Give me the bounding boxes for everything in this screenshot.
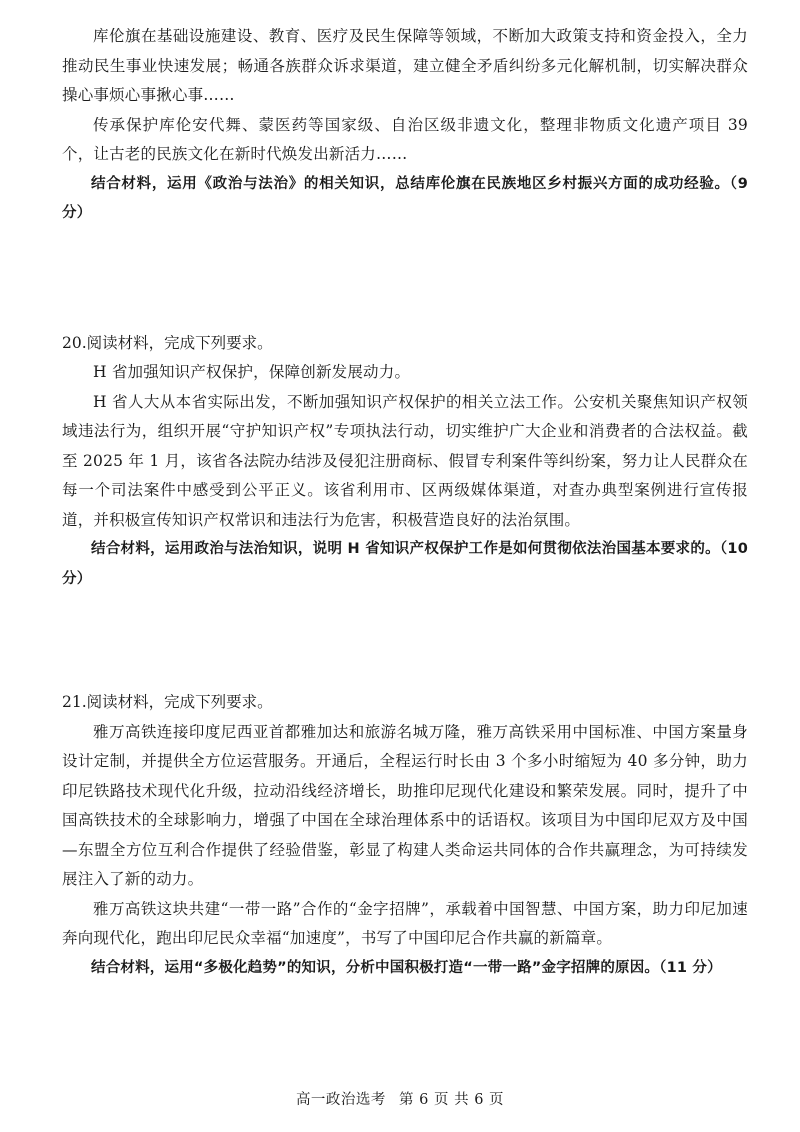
q21-paragraph-1: 雅万高铁连接印度尼西亚首都雅加达和旅游名城万隆，雅万高铁采用中国标准、中国方案量身设计定制，并提供全方位运营服务。开通后，全程运行时长由 3 个多小时缩短为 40 多分钟，助力印尼铁路技术现代化升级，拉动沿线经济增长，助推印尼现代化建设和繁荣发展。同时，提升了中国高铁技术的全球影响力，增强了中国在全球治理体系中的话语权。该项目为中国印尼双方及中国—东盟全方位互利合作提供了经验借鉴，彰显了构建人类命运共同体的合作共赢理念，为可持续发展注入了新的动力。 bbox=[62, 722, 748, 888]
q19-paragraph-2: 传承保护库伦安代舞、蒙医药等国家级、自治区级非遗文化，整理非物质文化遗产项目 39 个，让古老的民族文化在新时代焕发出新活力…… bbox=[62, 115, 748, 163]
q20-paragraph-2: H 省人大从本省实际出发，不断加强知识产权保护的相关立法工作。公安机关聚焦知识产权领域违法行为，组织开展“守护知识产权”专项执法行动，切实维护广大企业和消费者的合法权益。截至 2025 年 1 月，该省各法院办结涉及侵犯注册商标、假冒专利案件等纠纷案，努力让人民群众在每一个司法案件中感受到公平正义。该省利用市、区两级媒体渠道，对查办典型案例进行宣传报道，并积极宣传知识产权常识和违法行为危害，积极营造良好的法治氛围。 bbox=[62, 392, 748, 529]
answer-space-q19 bbox=[62, 229, 748, 329]
q20-heading: 20.阅读材料，完成下列要求。 bbox=[62, 333, 273, 352]
q20-task: 结合材料，运用政治与法治知识，说明 H 省知识产权保护工作是如何贯彻依法治国基本要求的。（10 分） bbox=[62, 541, 748, 587]
question-19-material bbox=[62, 22, 748, 229]
q21-heading: 21.阅读材料，完成下列要求。 bbox=[62, 693, 273, 711]
question-20 bbox=[62, 329, 748, 595]
exam-page-content bbox=[62, 22, 748, 983]
footer-page-number: 第 6 页 共 6 页 bbox=[399, 1092, 505, 1108]
q19-task: 结合材料，运用《政治与法治》的相关知识，总结库伦旗在民族地区乡村振兴方面的成功经验。（9 分） bbox=[62, 175, 748, 221]
q20-paragraph-1: H 省加强知识产权保护，保障创新发展动力。 bbox=[93, 363, 411, 381]
q21-paragraph-2: 雅万高铁这块共建“一带一路”合作的“金字招牌”，承载着中国智慧、中国方案，助力印尼加速奔向现代化，跑出印尼民众幸福“加速度”，书写了中国印尼合作共赢的新篇章。 bbox=[62, 899, 748, 947]
question-21 bbox=[62, 688, 748, 983]
answer-space-q20 bbox=[62, 594, 748, 688]
q19-paragraph-1: 库伦旗在基础设施建设、教育、医疗及民生保障等领域，不断加大政策支持和资金投入，全力推动民生事业快速发展；畅通各族群众诉求渠道，建立健全矛盾纠纷多元化解机制，切实解决群众操心事烦心事揪心事…… bbox=[62, 27, 748, 104]
q21-task: 结合材料，运用“多极化趋势”的知识，分析中国积极打造“一带一路”金字招牌的原因。（11 分） bbox=[91, 959, 722, 976]
page-footer bbox=[0, 1088, 800, 1109]
footer-exam-title: 高一政治选考 bbox=[295, 1092, 386, 1108]
